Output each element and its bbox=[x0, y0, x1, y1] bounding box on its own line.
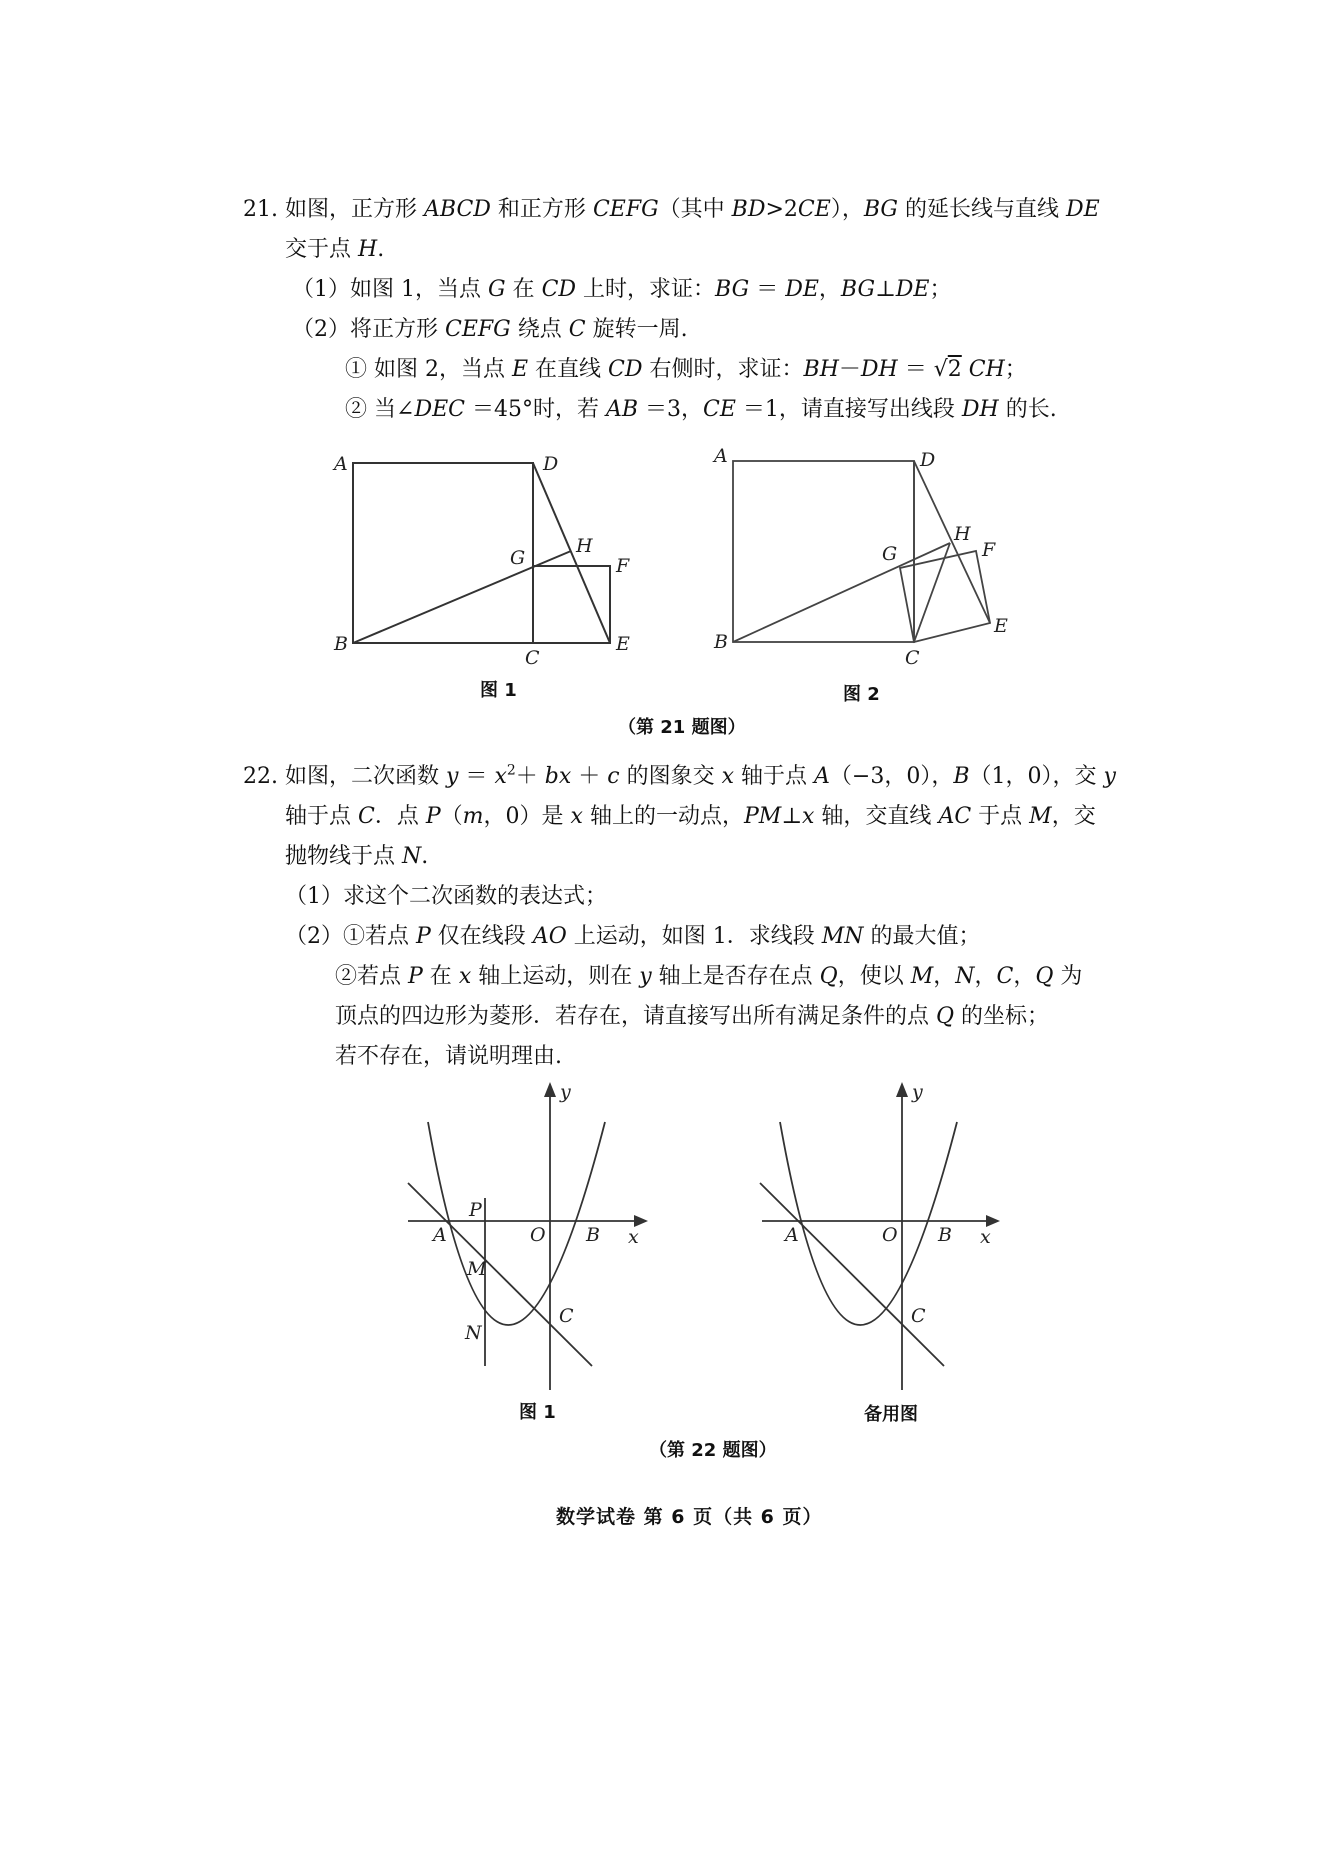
label-e: E bbox=[616, 633, 630, 655]
label-f: F bbox=[616, 555, 630, 577]
segment-bh bbox=[353, 551, 571, 643]
q21-figure1-labels bbox=[332, 453, 630, 669]
text: ① 如图 2，当点 bbox=[345, 357, 512, 382]
label-b: B bbox=[334, 633, 348, 655]
text: － bbox=[838, 357, 861, 382]
text: （1）如图 1，当点 bbox=[292, 277, 488, 302]
var: CD bbox=[541, 277, 577, 302]
var: B bbox=[953, 764, 970, 789]
var: y bbox=[1103, 764, 1116, 789]
label-d: D bbox=[543, 453, 559, 475]
text: （−3，0）， bbox=[829, 764, 954, 789]
text: 仅在线段 bbox=[430, 924, 533, 949]
var: CD bbox=[608, 357, 643, 382]
var: x bbox=[458, 964, 472, 989]
text: . bbox=[377, 237, 385, 262]
text: 和正方形 bbox=[490, 197, 593, 222]
line-ac bbox=[760, 1183, 944, 1366]
q22-part2 bbox=[285, 923, 981, 951]
q22-sub2-line2 bbox=[335, 1003, 1049, 1031]
var: y bbox=[639, 964, 652, 989]
label-h: H bbox=[576, 535, 593, 557]
text: 轴于点 bbox=[285, 804, 358, 829]
var: m bbox=[462, 804, 484, 829]
q22-line2 bbox=[285, 803, 1096, 831]
text: ＋ bbox=[515, 764, 545, 789]
text: （ bbox=[440, 804, 463, 829]
text: （2）①若点 bbox=[285, 924, 416, 949]
var: DEC bbox=[414, 397, 465, 422]
var: BG bbox=[715, 277, 750, 302]
var: CEFG bbox=[592, 197, 659, 222]
var: CE bbox=[797, 197, 831, 222]
text: ＝ bbox=[897, 357, 934, 382]
label-h: H bbox=[954, 523, 971, 545]
q22-line1 bbox=[243, 763, 1116, 791]
var: N bbox=[402, 844, 422, 869]
text: （1，0），交 bbox=[969, 764, 1104, 789]
q22-sub2-line3: 若不存在，请说明理由. bbox=[335, 1044, 562, 1069]
text: ，交 bbox=[1051, 804, 1096, 829]
radicand: 2 bbox=[947, 357, 962, 382]
var: x bbox=[570, 804, 583, 829]
label-x: x bbox=[628, 1226, 639, 1248]
text: ⊥ bbox=[875, 277, 896, 302]
var: CEFG bbox=[445, 317, 511, 342]
q22-fig2-caption: 备用图 bbox=[864, 1404, 918, 1425]
text: ； bbox=[1004, 357, 1027, 382]
text: 轴上运动，则在 bbox=[471, 964, 640, 989]
text: 的长. bbox=[998, 397, 1057, 422]
var: P bbox=[425, 804, 441, 829]
text: ②若点 bbox=[335, 964, 408, 989]
q22-figure1-labels bbox=[431, 1081, 639, 1344]
text: >2 bbox=[765, 197, 798, 222]
var: M bbox=[1029, 804, 1052, 829]
var: N bbox=[955, 964, 975, 989]
text: 在 bbox=[505, 277, 542, 302]
line-ac bbox=[408, 1183, 592, 1366]
text: ， bbox=[933, 964, 956, 989]
text: 在 bbox=[422, 964, 459, 989]
label-b: B bbox=[714, 631, 728, 653]
q22-figure2-labels bbox=[783, 1081, 991, 1327]
label-c: C bbox=[911, 1305, 926, 1327]
label-n: N bbox=[465, 1322, 482, 1344]
text: ＝1，请直接写出线段 bbox=[735, 397, 962, 422]
label-a: A bbox=[714, 445, 728, 467]
var: BG bbox=[840, 277, 876, 302]
var: BG bbox=[863, 197, 898, 222]
label-g: G bbox=[510, 547, 526, 569]
var: Q bbox=[936, 1004, 955, 1029]
text: ，使以 bbox=[837, 964, 911, 989]
var: BH bbox=[803, 357, 839, 382]
text: 轴，交直线 bbox=[814, 804, 939, 829]
text: 如图，正方形 bbox=[285, 197, 424, 222]
text: ， bbox=[818, 277, 841, 302]
text: ＝ bbox=[749, 277, 786, 302]
var: M bbox=[910, 964, 934, 989]
page-footer: 数学试卷 第 6 页（共 6 页） bbox=[556, 1506, 823, 1528]
var: AC bbox=[938, 804, 972, 829]
text: 的图象交 bbox=[619, 764, 722, 789]
exponent: 2 bbox=[506, 762, 516, 779]
var: DH bbox=[961, 397, 999, 422]
text: 上运动，如图 1．求线段 bbox=[566, 924, 822, 949]
var: bx bbox=[544, 764, 572, 789]
text: 为 bbox=[1053, 964, 1083, 989]
var: x bbox=[802, 804, 815, 829]
text: . bbox=[421, 844, 429, 869]
text: ）， bbox=[830, 197, 864, 222]
q21-fig1-caption: 图 1 bbox=[480, 680, 517, 701]
q21-figure1 bbox=[353, 463, 610, 643]
label-x: x bbox=[980, 1226, 991, 1248]
var: C bbox=[996, 964, 1014, 989]
q22-line3 bbox=[285, 843, 428, 871]
var: H bbox=[358, 237, 378, 262]
var: x bbox=[494, 764, 507, 789]
var: A bbox=[814, 764, 830, 789]
var: ABCD bbox=[424, 197, 491, 222]
var: P bbox=[416, 924, 431, 949]
text: ⊥ bbox=[781, 804, 803, 829]
label-c: C bbox=[559, 1305, 574, 1327]
label-p: P bbox=[469, 1199, 482, 1221]
var: DE bbox=[895, 277, 930, 302]
text: 旋转一周. bbox=[585, 317, 688, 342]
y-arrow-icon bbox=[544, 1082, 556, 1097]
var: CE bbox=[703, 397, 736, 422]
text: ＋ bbox=[571, 764, 608, 789]
label-c: C bbox=[525, 647, 540, 669]
text: ② 当∠ bbox=[345, 397, 415, 422]
text: ＝45°时，若 bbox=[464, 397, 606, 422]
var: AB bbox=[605, 397, 639, 422]
text: 的坐标； bbox=[954, 1004, 1050, 1029]
text: 的最大值； bbox=[863, 924, 981, 949]
text: ＝ bbox=[458, 764, 495, 789]
var: G bbox=[487, 277, 506, 302]
var: P bbox=[408, 964, 423, 989]
label-b: B bbox=[938, 1224, 952, 1246]
label-a: A bbox=[334, 453, 348, 475]
var: C bbox=[568, 317, 586, 342]
q21-number: 21. bbox=[243, 197, 278, 222]
var: C bbox=[358, 804, 375, 829]
label-b: B bbox=[586, 1224, 600, 1246]
square-abcd bbox=[353, 463, 533, 643]
text: 在直线 bbox=[528, 357, 609, 382]
text: ， bbox=[1013, 964, 1036, 989]
segment-bh bbox=[733, 543, 950, 642]
var: PM bbox=[743, 804, 782, 829]
var: x bbox=[721, 764, 735, 789]
var: Q bbox=[1035, 964, 1054, 989]
text: ＝3， bbox=[638, 397, 704, 422]
var: DE bbox=[1066, 197, 1100, 222]
label-o: O bbox=[530, 1224, 546, 1246]
parabola bbox=[780, 1122, 957, 1325]
text: 上时，求证： bbox=[576, 277, 716, 302]
text: ； bbox=[929, 277, 952, 302]
text: 于点 bbox=[971, 804, 1030, 829]
text: 顶点的四边形为菱形．若存在，请直接写出所有满足条件的点 bbox=[335, 1004, 936, 1029]
text: 绕点 bbox=[510, 317, 569, 342]
q21-fig2-caption: 图 2 bbox=[843, 684, 880, 705]
label-a: A bbox=[785, 1224, 799, 1246]
q22-part1: （1）求这个二次函数的表达式； bbox=[285, 884, 607, 909]
label-m: M bbox=[467, 1258, 487, 1280]
var: BD bbox=[731, 197, 766, 222]
square-cefg bbox=[533, 566, 610, 643]
var: DE bbox=[785, 277, 819, 302]
text: ，0）是 bbox=[483, 804, 571, 829]
var: DH bbox=[860, 357, 898, 382]
text: ， bbox=[974, 964, 997, 989]
label-y: y bbox=[912, 1081, 923, 1103]
label-e: E bbox=[994, 615, 1008, 637]
sqrt-sign: √ bbox=[933, 357, 948, 382]
segment-de bbox=[914, 461, 990, 623]
label-o: O bbox=[882, 1224, 898, 1246]
var: E bbox=[511, 357, 529, 382]
q22-sub2-line1 bbox=[335, 963, 1082, 991]
var: y bbox=[446, 764, 459, 789]
text: （2）将正方形 bbox=[292, 317, 445, 342]
var: CH bbox=[968, 357, 1005, 382]
label-g: G bbox=[882, 543, 898, 565]
text: 如图，二次函数 bbox=[285, 764, 446, 789]
q21-figure-caption: （第 21 题图） bbox=[618, 717, 746, 738]
y-arrow-icon bbox=[896, 1082, 908, 1097]
label-y: y bbox=[560, 1081, 571, 1103]
text: 轴上是否存在点 bbox=[651, 964, 820, 989]
label-f: F bbox=[982, 539, 996, 561]
q22-fig1-caption: 图 1 bbox=[519, 1402, 556, 1423]
segment-de bbox=[533, 463, 610, 643]
text: 交于点 bbox=[285, 237, 358, 262]
var: MN bbox=[821, 924, 864, 949]
text: 抛物线于点 bbox=[285, 844, 402, 869]
var: AO bbox=[532, 924, 567, 949]
label-a: A bbox=[433, 1224, 447, 1246]
text: 轴上的一动点， bbox=[582, 804, 744, 829]
q21-figure2 bbox=[733, 461, 990, 642]
text: ．点 bbox=[374, 804, 426, 829]
text: 轴于点 bbox=[734, 764, 815, 789]
text: （其中 bbox=[658, 197, 732, 222]
text: 的延长线与直线 bbox=[898, 197, 1066, 222]
q21-figure2-labels bbox=[712, 445, 1008, 669]
parabola bbox=[428, 1122, 605, 1325]
var: Q bbox=[819, 964, 838, 989]
text: 右侧时，求证： bbox=[642, 357, 804, 382]
q22-number: 22. bbox=[243, 764, 278, 789]
label-c: C bbox=[905, 647, 920, 669]
label-d: D bbox=[920, 449, 936, 471]
var: c bbox=[607, 764, 620, 789]
q22-figure-caption: （第 22 题图） bbox=[649, 1440, 777, 1461]
